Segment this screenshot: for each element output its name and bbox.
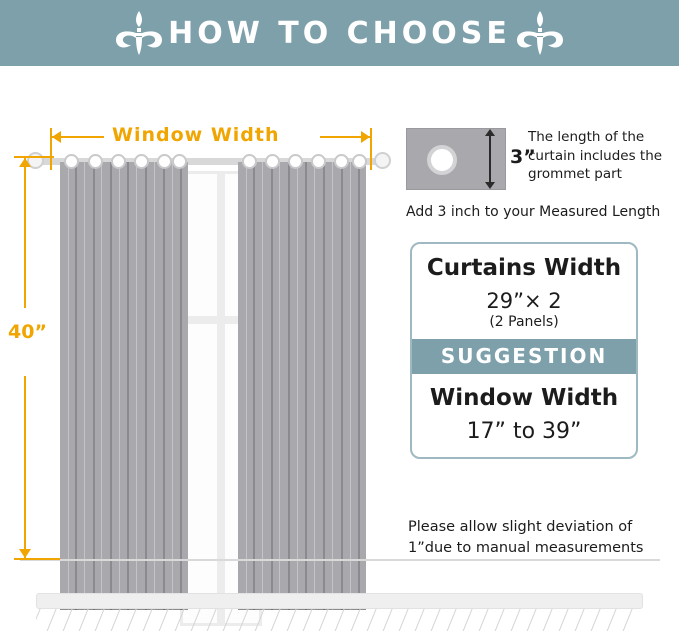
height-guide-tick-bottom: [14, 558, 60, 560]
info-column: [406, 128, 663, 557]
grommet-dimension-line: [489, 134, 491, 184]
floor-line: [20, 559, 660, 561]
grommet-note-text: The length of the curtain includes the grommet part: [528, 129, 663, 183]
grommet-icon: [172, 154, 187, 169]
grommet-icon: [88, 154, 103, 169]
curtain-panel-left: [60, 162, 188, 610]
page-title: HOW TO CHOOSE: [168, 15, 511, 51]
height-guide-line-lower: [24, 376, 26, 558]
grommet-icon: [352, 154, 367, 169]
grommet-icon: [157, 154, 172, 169]
grommet-dimension-arrow-down-icon: [485, 182, 495, 189]
grommet-ring-icon: [427, 145, 457, 175]
curtain-height-label: 40”: [8, 321, 47, 343]
deviation-note-line2: 1”due to manual measurements: [408, 540, 644, 557]
grommet-detail-illustration: [406, 128, 506, 190]
deviation-note: [408, 517, 660, 559]
header-banner: [0, 0, 679, 66]
window-width-title: Window Width: [429, 385, 619, 411]
deviation-note-line1: Please allow slight deviation of: [408, 519, 633, 535]
curtain-panel-right: [238, 162, 366, 610]
grommet-icon: [311, 154, 326, 169]
grommet-dimension-arrow-up-icon: [485, 129, 495, 136]
width-arrow-right-icon: [361, 131, 370, 143]
floor-board: [36, 593, 643, 609]
window-mullion-vertical: [217, 171, 225, 626]
grommet-icon: [288, 154, 303, 169]
grommet-icon: [111, 154, 126, 169]
add-length-note: Add 3 inch to your Measured Length: [406, 204, 661, 220]
window-width-range: 17” to 39”: [466, 419, 582, 444]
curtains-width-panels: (2 Panels): [489, 314, 559, 330]
fleur-de-lis-icon: [110, 9, 168, 57]
height-guide-line-upper: [24, 158, 26, 308]
height-arrow-up-icon: [19, 158, 31, 167]
window-width-label: Window Width: [112, 124, 280, 146]
grommet-icon: [265, 154, 280, 169]
suggestion-card: [410, 242, 638, 459]
grommet-icon: [334, 154, 349, 169]
suggestion-band: SUGGESTION: [412, 339, 636, 374]
grommet-dimension-label: 3”: [510, 146, 536, 168]
fleur-de-lis-icon: [511, 9, 569, 57]
grommet-icon: [134, 154, 149, 169]
grommet-icon: [64, 154, 79, 169]
width-arrow-left-icon: [52, 131, 61, 143]
grommet-icon: [242, 154, 257, 169]
curtains-width-title: Curtains Width: [426, 255, 622, 281]
diagram-stage: [0, 66, 679, 636]
height-arrow-down-icon: [19, 549, 31, 558]
width-guide-tick-right: [370, 128, 372, 170]
floor-hatching: [36, 609, 643, 631]
curtains-width-value: 29”× 2: [486, 289, 562, 313]
curtain-rod-finial-right: [374, 152, 391, 169]
